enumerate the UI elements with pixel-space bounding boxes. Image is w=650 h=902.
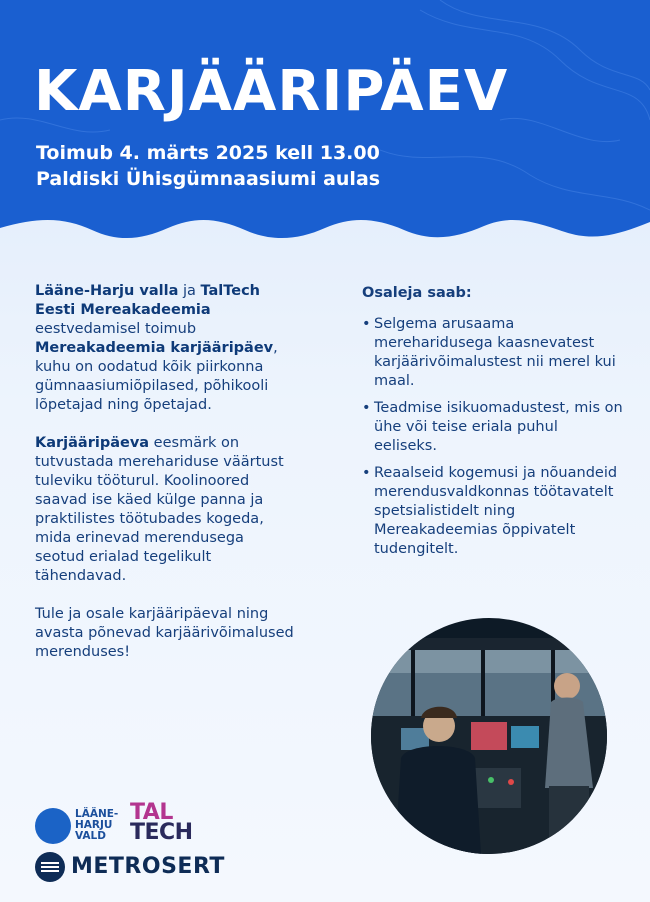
- taltech-wordmark-top: TAL: [130, 800, 173, 825]
- goal-paragraph: [35, 434, 297, 586]
- intro-column: [35, 282, 297, 681]
- bold-karjaaripaeva: Karjääripäeva: [35, 435, 150, 451]
- laane-harju-logo: [35, 808, 145, 848]
- benefit-item: • Selgema arusaama mereharidusega kaasnevatest karjäärivõimalustest nii merel kui maal.: [362, 315, 624, 391]
- laane-harju-wordmark: LÄÄNE- HARJU VALD: [75, 808, 119, 842]
- metrosert-logo: [35, 852, 225, 884]
- benefit-item: • Reaalseid kogemusi ja nõuandeid merendusvaldkonnas töötavatelt spetsialistidelt ning Mereakadeemias õppivatelt tudengitelt.: [362, 464, 624, 559]
- event-date-time: Toimub 4. märts 2025 kell 13.00: [36, 142, 380, 164]
- invite-paragraph: Tule ja osale karjääripäeval ning avasta põnevad karjäärivõimalused merenduses!: [35, 606, 294, 660]
- benefits-column: [362, 284, 624, 567]
- text-segment: eesmärk on tutvustada merehariduse väärtust tuleviku tööturul. Koolinoored saavad ise käed külge panna ja praktilistes töötubades kogeda, mida erinevad merendusega seotud erialad tegelikult tähendavad.: [35, 435, 284, 584]
- text-segment: ja: [178, 283, 201, 299]
- taltech-logo: [130, 800, 210, 850]
- event-venue: Paldiski Ühisgümnaasiumi aulas: [36, 168, 381, 190]
- text-segment: eestvedamisel toimub: [35, 321, 197, 337]
- benefits-heading: Osaleja saab:: [362, 285, 472, 301]
- metrosert-emblem-icon: [35, 852, 65, 882]
- header-background: [0, 0, 650, 250]
- ship-bridge-photo: [371, 618, 607, 854]
- bold-event-name: Mereakadeemia karjääripäev: [35, 340, 274, 356]
- text-segment: , kuhu on oodatud kõik piirkonna gümnaasiumiõpilased, põhikooli lõpetajad ning õpetajad.: [35, 340, 278, 413]
- bold-lane-harju: Lääne-Harju valla: [35, 283, 179, 299]
- laane-harju-emblem-icon: [35, 808, 71, 844]
- benefit-item: • Teadmise isikuomadustest, mis on ühe või teise eriala puhul eeliseks.: [362, 399, 624, 456]
- page-title: KARJÄÄRIPÄEV: [34, 59, 509, 124]
- benefits-list: [362, 315, 624, 559]
- header-banner: [0, 0, 650, 250]
- taltech-wordmark-bottom: TECH: [130, 820, 193, 845]
- intro-paragraph: [35, 282, 297, 415]
- metrosert-wordmark: METROSERT: [71, 854, 225, 879]
- bold-taltech: TalTech Eesti Mereakadeemia: [35, 283, 260, 318]
